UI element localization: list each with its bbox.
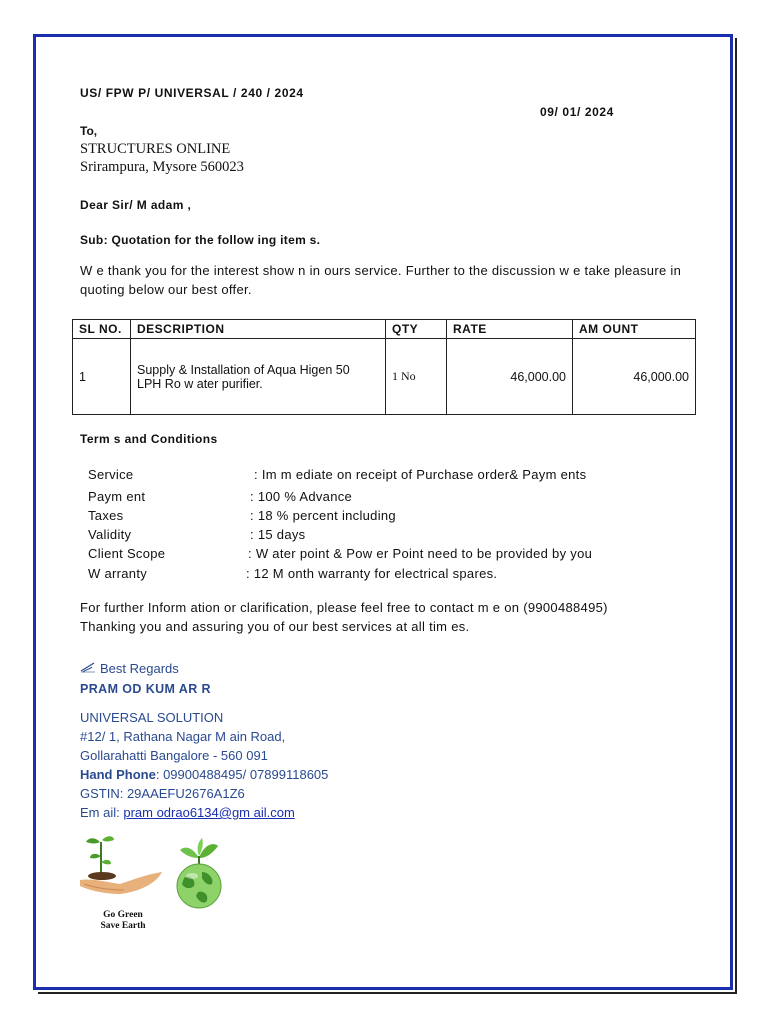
term-label: Paym ent xyxy=(88,489,146,504)
to-label: To, xyxy=(80,124,98,138)
header-qty: QTY xyxy=(386,320,447,339)
table-row xyxy=(73,339,696,415)
email-link[interactable]: pram odrao6134@gm ail.com xyxy=(123,805,295,820)
salutation: Dear Sir/ M adam , xyxy=(80,198,192,212)
address-line-1: #12/ 1, Rathana Nagar M ain Road, xyxy=(80,729,286,744)
description-line-1: Supply & Installation of Aqua Higen 50 xyxy=(137,362,350,377)
hand-phone-line xyxy=(80,767,328,782)
quotation-table xyxy=(72,319,696,415)
closing-line-1: For further Inform ation or clarification, please feel free to contact m e on (9900488495) xyxy=(80,600,608,615)
go-green-logo xyxy=(80,834,166,931)
gstin: GSTIN: 29AAEFU2676A1Z6 xyxy=(80,786,245,801)
phone-label: Hand Phone xyxy=(80,767,156,782)
writing-hand-icon xyxy=(80,661,96,676)
letter-date: 09/ 01/ 2024 xyxy=(540,105,614,119)
hand-plant-icon xyxy=(80,834,166,904)
recipient-name: STRUCTURES ONLINE xyxy=(80,141,231,157)
closing-line-2: Thanking you and assuring you of our best services at all tim es. xyxy=(80,619,470,634)
subject-line: Sub: Quotation for the follow ing item s. xyxy=(80,233,321,247)
term-value: : 15 days xyxy=(250,527,306,542)
term-value: : W ater point & Pow er Point need to be provided by you xyxy=(248,546,593,561)
email-label: Em ail: xyxy=(80,805,124,820)
terms-title: Term s and Conditions xyxy=(80,432,218,446)
term-value: : 12 M onth warranty for electrical spares. xyxy=(246,566,498,581)
term-value: : Im m ediate on receipt of Purchase order& Paym ents xyxy=(254,467,587,482)
intro-line-1: W e thank you for the interest show n in ours service. Further to the discussion w e take pleasure in xyxy=(80,263,682,278)
cell-amount: 46,000.00 xyxy=(573,339,696,415)
logo-text-line-1: Go Green xyxy=(103,910,143,920)
signatory-name: PRAM OD KUM AR R xyxy=(80,682,211,696)
regards-text: Best Regards xyxy=(100,661,179,676)
phone-value: : 09900488495/ 07899118605 xyxy=(155,767,329,782)
cell-description xyxy=(131,339,386,415)
company-name: UNIVERSAL SOLUTION xyxy=(80,710,224,725)
email-line xyxy=(80,805,295,820)
term-label: Service xyxy=(88,467,134,482)
reference-number: US/ FPW P/ UNIVERSAL / 240 / 2024 xyxy=(80,86,304,100)
term-label: Validity xyxy=(88,527,132,542)
term-value: : 18 % percent including xyxy=(250,508,396,523)
term-label: Taxes xyxy=(88,508,124,523)
table-header-row xyxy=(73,320,696,339)
header-rate: RATE xyxy=(447,320,573,339)
page-border-shadow-right xyxy=(735,38,737,994)
header-description: DESCRIPTION xyxy=(131,320,386,339)
page-border-shadow-bottom xyxy=(38,992,737,994)
cell-qty: 1 No xyxy=(386,339,447,415)
recipient-address: Srirampura, Mysore 560023 xyxy=(80,159,244,175)
regards-line xyxy=(80,661,179,676)
logo-caption xyxy=(80,910,166,932)
logo-text-line-2: Save Earth xyxy=(100,921,146,931)
intro-line-2: quoting below our best offer. xyxy=(80,282,252,297)
header-sl-no: SL NO. xyxy=(73,320,131,339)
term-label: Client Scope xyxy=(88,546,166,561)
term-label: W arranty xyxy=(88,566,148,581)
description-line-2: LPH Ro w ater purifier. xyxy=(137,376,263,391)
header-amount: AM OUNT xyxy=(573,320,696,339)
address-line-2: Gollarahatti Bangalore - 560 091 xyxy=(80,748,268,763)
cell-rate: 46,000.00 xyxy=(447,339,573,415)
green-globe-icon xyxy=(174,836,224,910)
cell-sl-no: 1 xyxy=(73,339,131,415)
term-value: : 100 % Advance xyxy=(250,489,353,504)
